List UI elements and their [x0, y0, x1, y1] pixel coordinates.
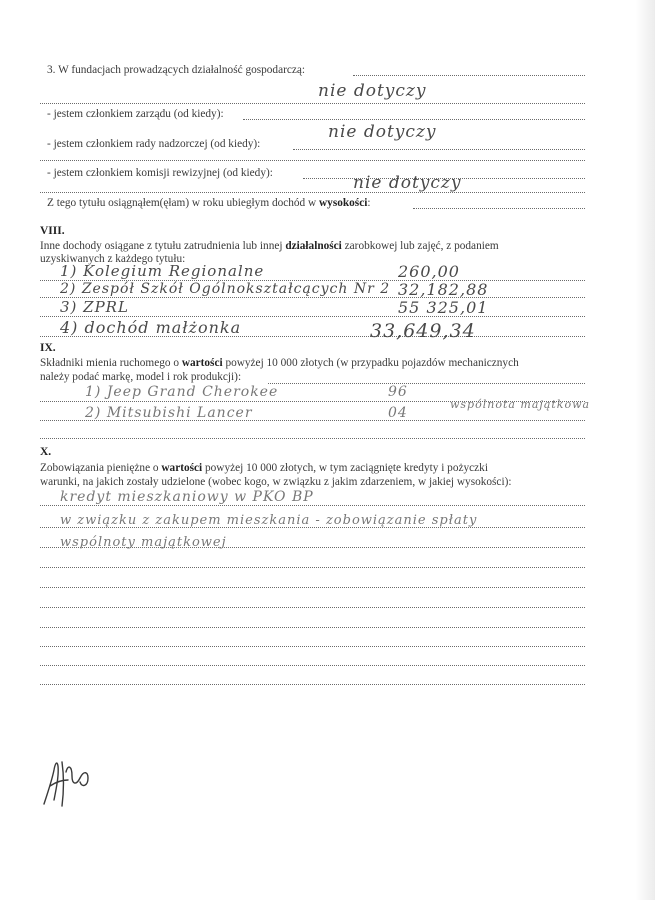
handwritten-answer: nie dotyczy — [353, 173, 462, 193]
handwritten-vehicle-year: 96 — [388, 384, 408, 400]
answer-line — [353, 75, 585, 76]
handwritten-liability: wspólnoty majątkowej — [60, 535, 227, 550]
fundacje-label: 3. W fundacjach prowadzących działalność gospodarczą: — [47, 64, 306, 76]
handwritten-vehicle: 2) Mitsubishi Lancer — [85, 405, 253, 421]
answer-line — [40, 684, 585, 685]
handwritten-income-label: 3) ZPRL — [60, 298, 129, 316]
handwritten-answer: nie dotyczy — [328, 122, 437, 142]
answer-line — [40, 665, 585, 666]
handwritten-income-amount: 260,00 — [398, 262, 460, 281]
section-ix-text-2: należy podać markę, model i rok produkcji): — [40, 371, 242, 383]
handwritten-vehicle-year: 04 — [388, 405, 408, 421]
handwritten-income-label: 2) Zespół Szkół Ogólnokształcących Nr 2 — [60, 281, 391, 297]
answer-line — [40, 103, 585, 104]
answer-line — [40, 527, 585, 528]
handwritten-income-amount: 33,649,34 — [370, 320, 476, 342]
handwritten-income-label: 4) dochód małżonka — [60, 318, 242, 337]
section-ix-heading: IX. — [40, 342, 56, 354]
answer-line — [40, 627, 585, 628]
handwritten-vehicle: 1) Jeep Grand Cherokee — [85, 384, 279, 400]
answer-line — [40, 567, 585, 568]
section-x-text-2: warunki, na jakich zostały udzielone (wobec kogo, w związku z jakim zdarzeniem, w jakiej wysokości): — [40, 476, 512, 488]
answer-line — [40, 607, 585, 608]
handwritten-liability: w związku z zakupem mieszkania - zobowiązanie spłaty — [60, 513, 478, 528]
zarzad-label: - jestem członkiem zarządu (od kiedy): — [47, 108, 224, 120]
handwritten-income-amount: 55 325,01 — [398, 298, 489, 317]
answer-line — [40, 438, 585, 439]
section-x-text: Zobowiązania pieniężne o wartości powyżej 10 000 złotych, w tym zaciągnięte kredyty i pożyczki — [40, 462, 488, 474]
handwritten-answer: nie dotyczy — [318, 81, 427, 101]
answer-line — [40, 160, 585, 161]
dochod-label: Z tego tytułu osiągnąłem(ęłam) w roku ubiegłym dochód w wysokości: — [47, 197, 371, 209]
handwritten-income-amount: 32,182,88 — [398, 280, 489, 299]
section-viii-heading: VIII. — [40, 225, 65, 237]
answer-line — [268, 383, 585, 384]
section-viii-text: Inne dochody osiągane z tytułu zatrudnienia lub innej działalności zarobkowej lub zajęć, z podaniem — [40, 240, 499, 252]
answer-line — [243, 119, 585, 120]
komisja-label: - jestem członkiem komisji rewizyjnej (od kiedy): — [47, 167, 273, 179]
answer-line — [40, 547, 585, 548]
answer-line — [40, 192, 585, 193]
handwritten-liability: kredyt mieszkaniowy w PKO BP — [60, 489, 314, 505]
answer-line — [413, 208, 585, 209]
signature — [38, 742, 98, 812]
handwritten-income-label: 1) Kolegium Regionalne — [60, 262, 265, 280]
handwritten-note: wspólnota majątkowa — [450, 398, 591, 411]
section-viii-text-2: uzyskiwanych z każdego tytułu: — [40, 253, 186, 265]
section-x-heading: X. — [40, 446, 52, 458]
section-ix-text: Składniki mienia ruchomego o wartości powyżej 10 000 złotych (w przypadku pojazdów mechanicznych — [40, 357, 519, 369]
answer-line — [40, 587, 585, 588]
answer-line — [40, 316, 585, 317]
answer-line — [293, 149, 585, 150]
answer-line — [40, 505, 585, 506]
rada-label: - jestem członkiem rady nadzorczej (od kiedy): — [47, 138, 261, 150]
answer-line — [40, 646, 585, 647]
